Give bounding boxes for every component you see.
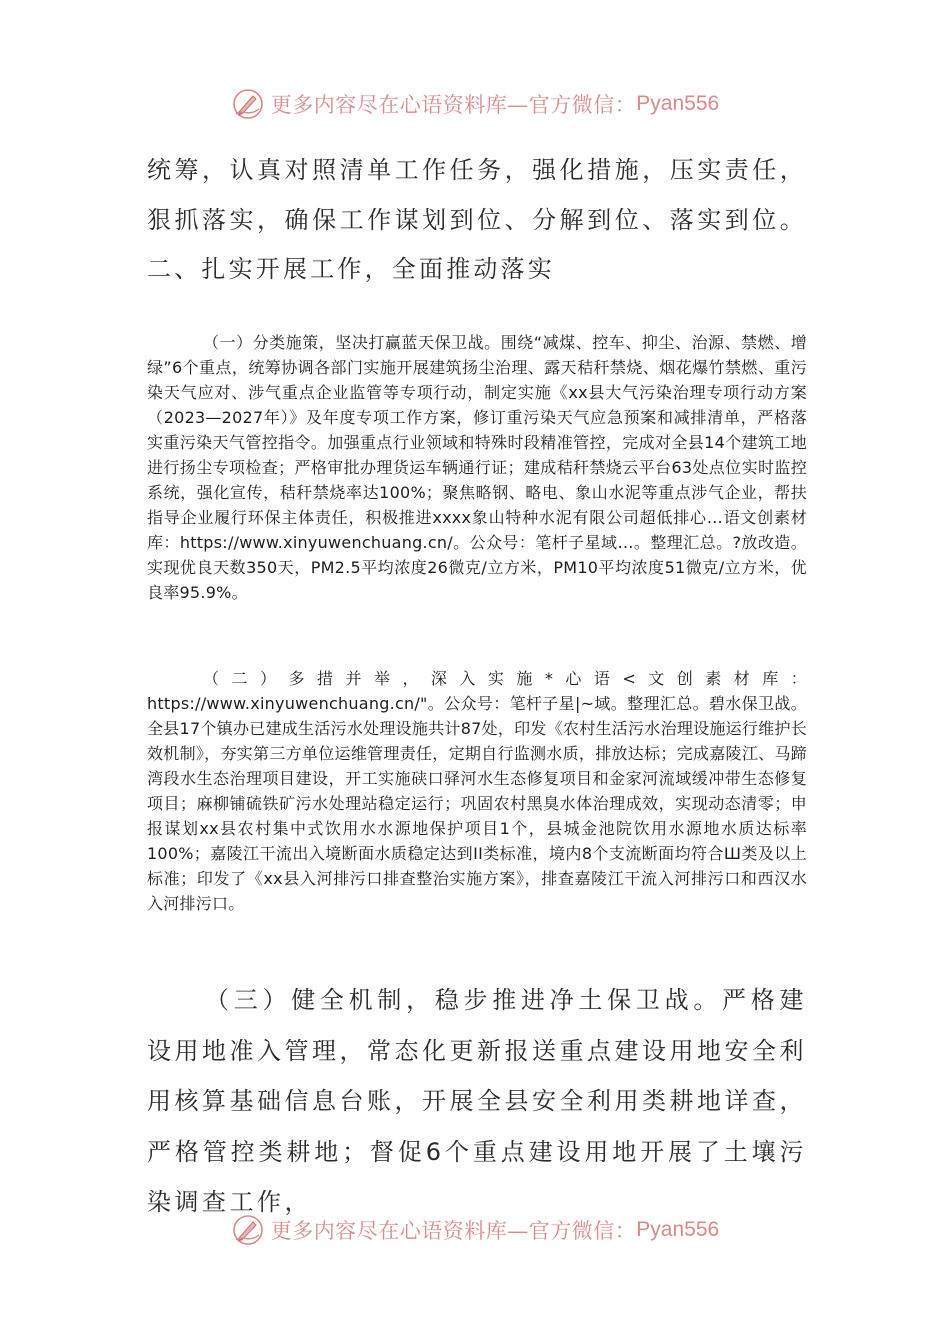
header-banner (0, 82, 950, 126)
paragraph-clear-water: （二）多措并举，深入实施*心语<文创素材库：https://www.xinyuwenchuang.cn/"。公众号：笔杆子星|~域。整理汇总。碧水保卫战。全县17个镇办已建成生活污水处理设施共计87处，印发《农村生活污水治理设施运行维护长效机制》，夯实第三方单位运维管理责任，定期自行监测水质，排放达标；完成嘉陵江、马蹄湾段水生态治理项目建设，开工实施硖口驿河水生态修复项目和金家河流域缓冲带生态修复项目；麻柳铺硫铁矿污水处理站稳定运行；巩固农村黑臭水体治理成效，实现动态清零；申报谋划xx县农村集中式饮用水水源地保护项目1个，县城金池院饮用水源地水质达标率100%；嘉陵江干流出入境断面水质稳定达到II类标准，境内8个支流断面均符合Ш类及以上标准；印发了《xx县入河排污口排查整治实施方案》，排查嘉陵江干流入河排污口和西汉水入河排污口。 (147, 669, 807, 913)
paragraph-blue-sky: （一）分类施策，坚决打赢蓝天保卫战。围绕“减煤、控车、抑尘、治源、禁燃、增绿”6个重点，统筹协调各部门实施开展建筑扬尘治理、露天秸秆禁烧、烟花爆竹禁燃、重污染天气应对、涉气重点企业监管等专项行动，制定实施《xx县大气污染治理专项行动方案（2023—2027年）》及年度专项工作方案，修订重污染天气应急预案和减排清单，严格落实重污染天气管控指令。加强重点行业领域和特殊时段精准管控，完成对全县14个建筑工地进行扬尘专项检查；严格审批办理货运车辆通行证；建成秸秆禁烧云平台63处点位实时监控系统，强化宣传，秸秆禁烧率达100%；聚焦略钢、略电、象山水泥等重点涉气企业，帮扶指导企业履行环保主体责任，积极推进xxxx象山特种水泥有限公司超低排心…语文创素材库：https://www.xinyuwenchuang.cn/。公众号：笔杆子星域…。整理汇总。?放改造。实现优良天数350天，PM2.5平均浓度26微克/立方米，PM10平均浓度51微克/立方米，优良率95.9%。 (147, 333, 807, 602)
pen-logo-icon (231, 87, 265, 121)
banner-text: 更多内容尽在心语资料库—官方微信： (270, 1219, 637, 1243)
wechat-id: Pyan556 (636, 92, 720, 115)
wechat-id: Pyan556 (636, 1218, 720, 1241)
pen-logo-icon (231, 1213, 265, 1247)
footer-banner (0, 1208, 950, 1252)
banner-text: 更多内容尽在心语资料库—官方微信： (270, 93, 637, 117)
paragraph-clean-soil: （三）健全机制，稳步推进净土保卫战。严格建设用地准入管理，常态化更新报送重点建设用地安全利用核算基础信息台账，开展全县安全利用类耕地详查，严格管控类耕地；督促6个重点建设用地开展了土壤污染调查工作， (147, 986, 807, 1216)
paragraph-continuation: 统筹，认真对照清单工作任务，强化措施，压实责任，狠抓落实，确保工作谋划到位、分解到位、落实到位。二、扎实开展工作，全面推动落实 (147, 156, 807, 283)
